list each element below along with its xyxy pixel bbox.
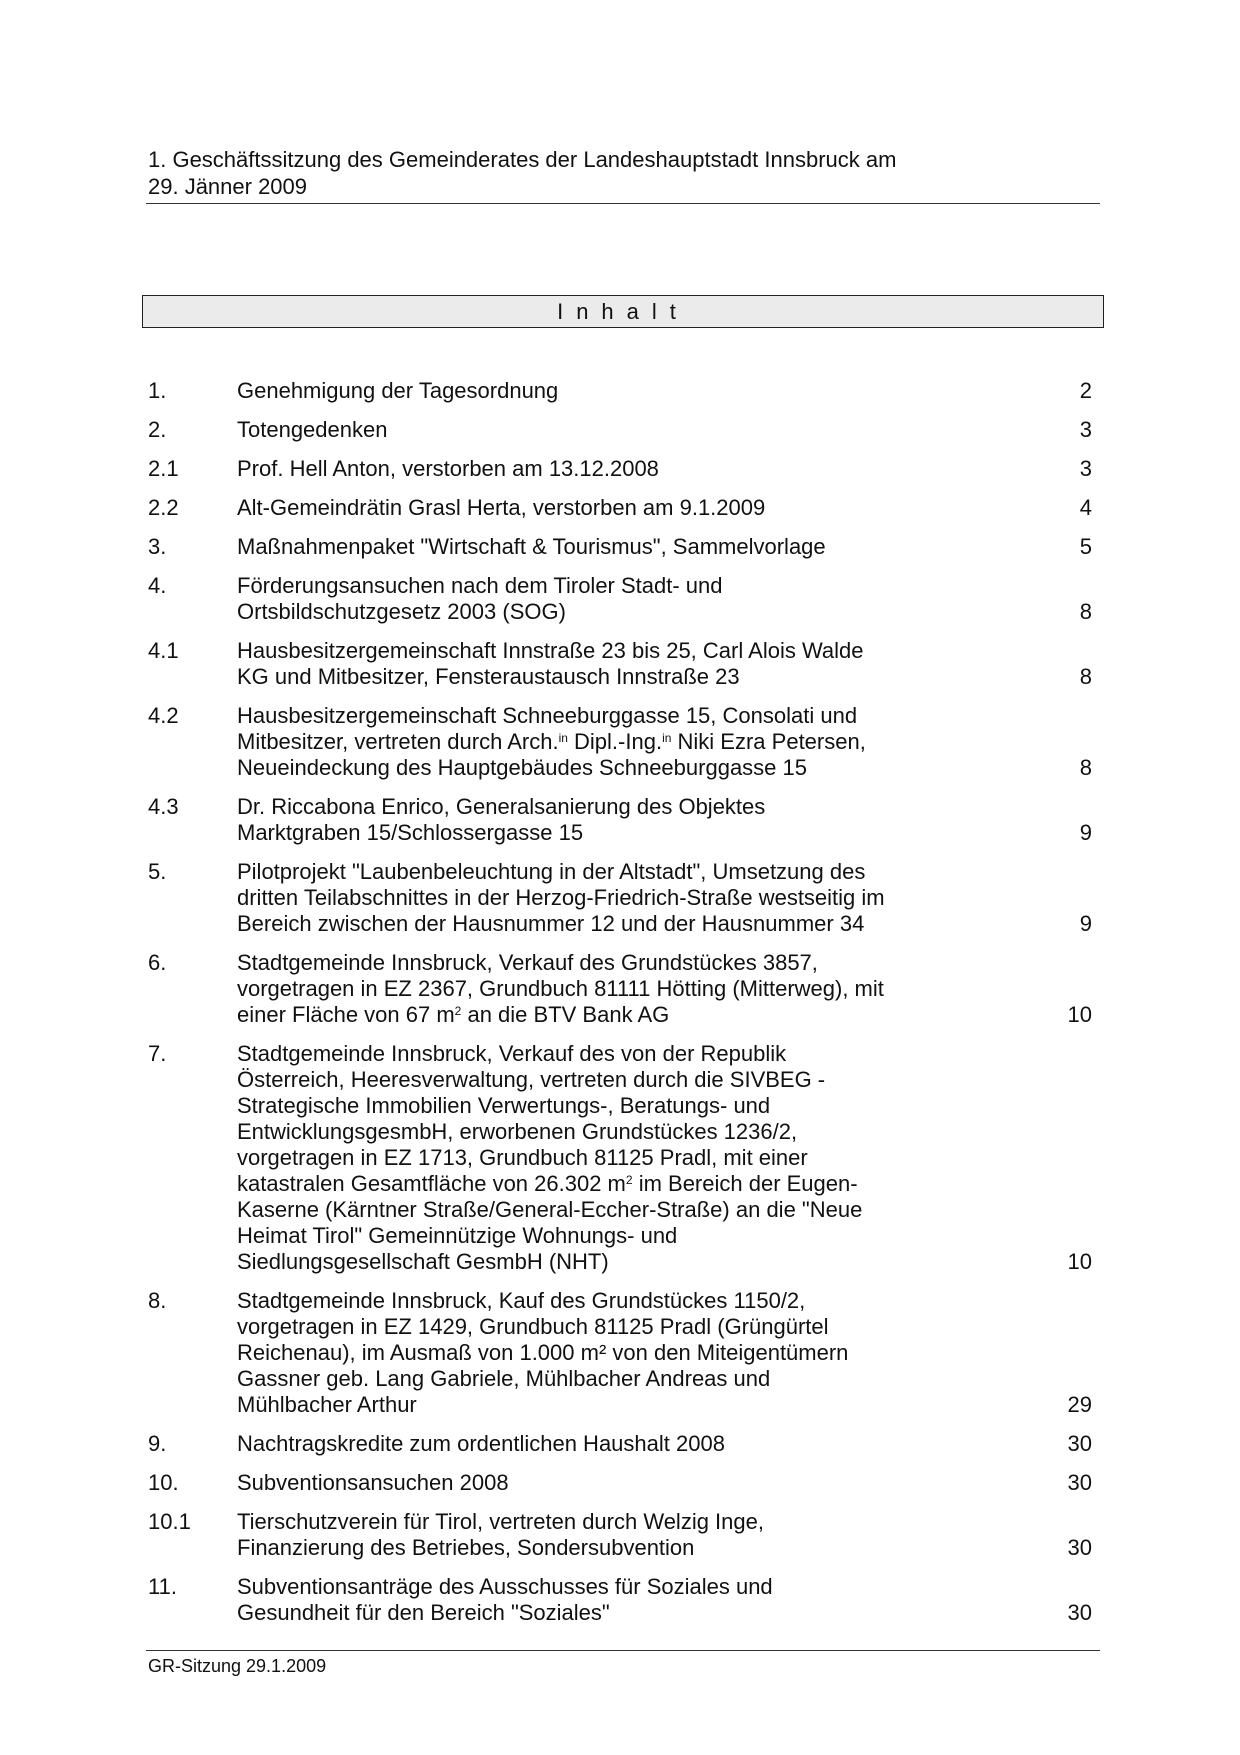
toc-entry-page: 10	[1067, 1002, 1092, 1027]
toc-entry-number: 10.	[148, 1470, 179, 1495]
toc-entry-page: 29	[1067, 1392, 1092, 1417]
toc-entry-number: 4.	[148, 573, 167, 598]
toc-entry-page: 10	[1067, 1249, 1092, 1274]
toc-entry-title: Nachtragskredite zum ordentlichen Haushalt 2008	[237, 1431, 725, 1456]
toc-entry-title: Totengedenken	[237, 417, 388, 442]
toc-entry-number: 3.	[148, 534, 167, 559]
toc-entry-title: Stadtgemeinde Innsbruck, Kauf des Grundstückes 1150/2, vorgetragen in EZ 1429, Grundbuch 81125 Pradl (Grüngürtel Reichenau), im Ausmaß von 1.000 m² von den Miteigentümern Gassner geb. Lang Gabriele, Mühlbacher Andreas und Mühlbacher Arthur	[237, 1288, 849, 1417]
header-line-2: 29. Jänner 2009	[148, 174, 308, 199]
toc-entry-title: Maßnahmenpaket "Wirtschaft & Tourismus", Sammelvorlage	[237, 534, 826, 559]
toc-entry-title: Tierschutzverein für Tirol, vertreten durch Welzig Inge, Finanzierung des Betriebes, Sondersubvention	[237, 1509, 764, 1560]
toc-entry-number: 2.	[148, 417, 167, 442]
toc-entry-title: Dr. Riccabona Enrico, Generalsanierung des Objektes Marktgraben 15/Schlossergasse 15	[237, 794, 766, 845]
header-divider	[146, 203, 1100, 204]
toc-entry-number: 9.	[148, 1431, 167, 1456]
toc-entry-number: 7.	[148, 1041, 167, 1066]
toc-entry-page: 3	[1079, 417, 1092, 442]
toc-entry	[148, 1574, 1100, 1626]
toc-entry	[148, 417, 1100, 443]
toc-entry-page: 8	[1079, 755, 1092, 780]
toc-entry-number: 4.3	[148, 794, 179, 819]
toc-entry-page: 30	[1067, 1535, 1092, 1560]
toc-entry-page: 9	[1079, 911, 1092, 936]
toc-entry-number: 8.	[148, 1288, 167, 1313]
toc-entry	[148, 1431, 1100, 1457]
toc-entry-page: 30	[1067, 1470, 1092, 1495]
toc-entry	[148, 1041, 1100, 1275]
toc-entry-number: 4.1	[148, 638, 179, 663]
document-header	[148, 146, 1098, 200]
toc-entry-number: 5.	[148, 859, 167, 884]
page-footer: GR-Sitzung 29.1.2009	[148, 1656, 327, 1676]
toc-entry-number: 2.2	[148, 495, 179, 520]
toc-entry-title: Subventionsanträge des Ausschusses für Soziales und Gesundheit für den Bereich "Soziales"	[237, 1574, 773, 1625]
toc-entry-title: Hausbesitzergemeinschaft Schneeburggasse 15, Consolati und Mitbesitzer, vertreten durch Arch.$^{in}$ Dipl.-Ing.$^{in}$ Niki Ezra Petersen, Neueindeckung des Hauptgebäudes Schneeburggasse 15	[237, 703, 866, 780]
toc-entry	[148, 534, 1100, 560]
toc-entry-title: Alt-Gemeindrätin Grasl Herta, verstorben am 9.1.2009	[237, 495, 766, 520]
table-of-contents	[148, 378, 1100, 1639]
toc-entry	[148, 794, 1100, 846]
toc-entry-title: Stadtgemeinde Innsbruck, Verkauf des Grundstückes 3857, vorgetragen in EZ 2367, Grundbuch 81111 Hötting (Mitterweg), mit einer Fläche von 67 $m^2$ an die BTV Bank AG	[237, 950, 884, 1027]
toc-entry-title: Genehmigung der Tagesordnung	[237, 378, 559, 403]
toc-entry-title: Subventionsansuchen 2008	[237, 1470, 509, 1495]
toc-entry-page: 8	[1079, 599, 1092, 624]
toc-entry	[148, 456, 1100, 482]
footer-divider	[146, 1650, 1100, 1651]
toc-entry-title: Förderungsansuchen nach dem Tiroler Stadt- und Ortsbildschutzgesetz 2003 (SOG)	[237, 573, 723, 624]
toc-entry	[148, 1470, 1100, 1496]
toc-entry	[148, 638, 1100, 690]
toc-entry-page: 9	[1079, 820, 1092, 845]
toc-entry-number: 6.	[148, 950, 167, 975]
contents-heading-box	[142, 295, 1104, 328]
toc-entry	[148, 1509, 1100, 1561]
toc-entry-number: 1.	[148, 378, 167, 403]
toc-entry	[148, 573, 1100, 625]
toc-entry	[148, 950, 1100, 1028]
toc-entry-number: 4.2	[148, 703, 179, 728]
toc-entry-page: 5	[1079, 534, 1092, 559]
toc-entry-page: 4	[1079, 495, 1092, 520]
toc-entry-number: 2.1	[148, 456, 179, 481]
toc-entry-number: 11.	[148, 1574, 177, 1599]
toc-entry-page: 30	[1067, 1431, 1092, 1456]
toc-entry	[148, 1288, 1100, 1418]
toc-entry	[148, 495, 1100, 521]
toc-entry-number: 10.1	[148, 1509, 191, 1534]
header-line-1: 1. Geschäftssitzung des Gemeinderates der Landeshauptstadt Innsbruck am	[148, 147, 897, 172]
toc-entry-title: Hausbesitzergemeinschaft Innstraße 23 bis 25, Carl Alois Walde KG und Mitbesitzer, Fensteraustausch Innstraße 23	[237, 638, 864, 689]
toc-entry-title: Prof. Hell Anton, verstorben am 13.12.2008	[237, 456, 659, 481]
toc-entry	[148, 703, 1100, 781]
toc-entry	[148, 859, 1100, 937]
toc-entry	[148, 378, 1100, 404]
toc-entry-title: Pilotprojekt "Laubenbeleuchtung in der Altstadt", Umsetzung des dritten Teilabschnittes in der Herzog-Friedrich-Straße westseitig im Bereich zwischen der Hausnummer 12 und der Hausnummer 34	[237, 859, 885, 936]
toc-entry-title: Stadtgemeinde Innsbruck, Verkauf des von der Republik Österreich, Heeresverwaltung, vertreten durch die SIVBEG - Strategische Immobilien Verwertungs-, Beratungs- und EntwicklungsgesmbH, erworbenen Grundstückes 1236/2, vorgetragen in EZ 1713, Grundbuch 81125 Pradl, mit einer katastralen Gesamtfläche von 26.302 $m^2$ im Bereich der Eugen- Kaserne (Kärntner Straße/General-Eccher-Straße) an die "Neue Heimat Tirol" Gemeinnützige Wohnungs- und Siedlungsgesellschaft GesmbH (NHT)	[237, 1041, 863, 1274]
toc-entry-page: 8	[1079, 664, 1092, 689]
toc-entry-page: 30	[1067, 1600, 1092, 1625]
contents-heading: Inhalt	[557, 299, 689, 324]
toc-entry-page: 3	[1079, 456, 1092, 481]
toc-entry-page: 2	[1079, 378, 1092, 403]
